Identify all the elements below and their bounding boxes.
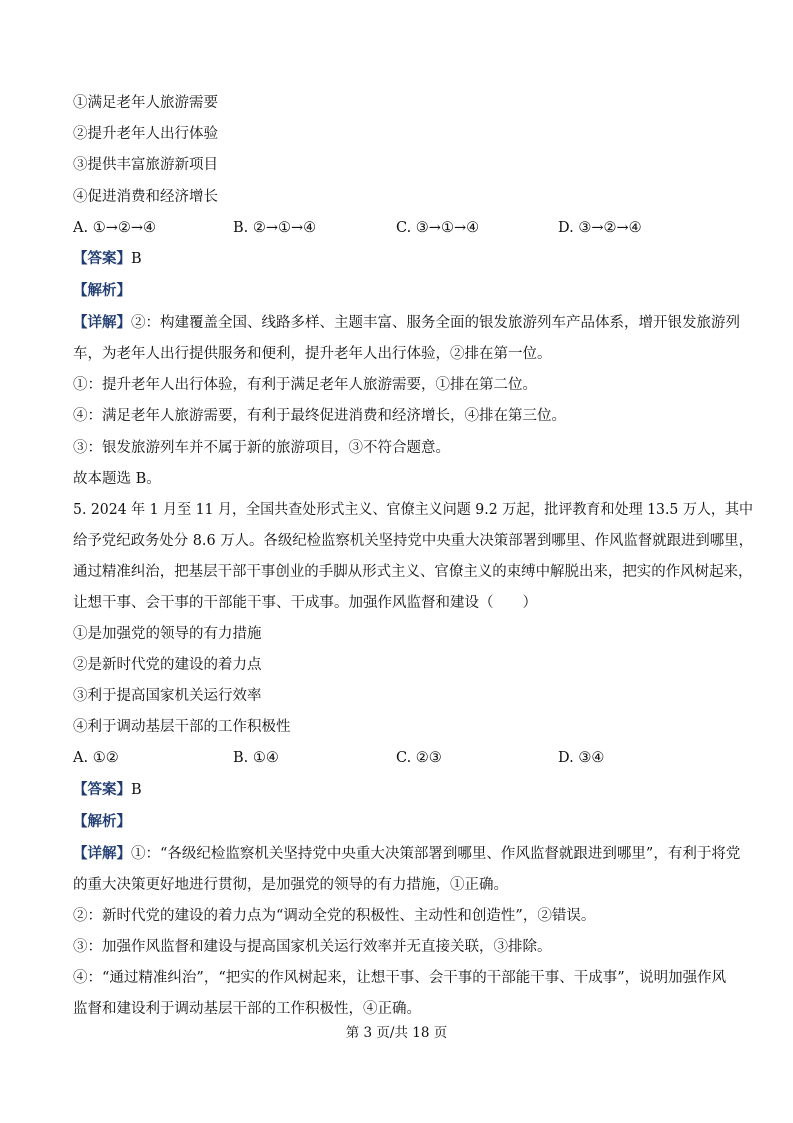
q5-detail-line-5: ④：“通过精准纠治”，“把实的作风树起来，让想干事、会干事的干部能干事、干成事”，说明加强作风: [73, 970, 727, 986]
q5-item-2: ②是新时代党的建设的着力点: [73, 657, 262, 673]
q5-detail-line-6: 监督和建设利于调动基层干部的工作积极性，④正确。: [73, 1001, 421, 1017]
q4-conclusion: 故本题选 B。: [73, 471, 161, 487]
q5-stem-line-4: 让想干事、会干事的干部能干事、干成事。加强作风监督和建设（ ）: [73, 595, 537, 611]
detail-tag: 【详解】: [73, 846, 131, 862]
q4-option-d: D. ③→②→④: [558, 220, 642, 236]
q4-answer: [73, 249, 142, 269]
q5-options: [73, 748, 713, 768]
q5-option-b: B. ①④: [233, 750, 279, 766]
q5-answer: [73, 780, 142, 800]
analysis-tag: 【解析】: [73, 283, 131, 299]
answer-tag: 【答案】: [73, 251, 131, 267]
answer-value: B: [131, 782, 142, 798]
q4-option-b: B. ②→①→④: [233, 220, 317, 236]
q4-detail-line-1: [73, 313, 740, 333]
q4-option-c: C. ③→①→④: [396, 220, 480, 236]
page-number: 第 3 页/共 18 页: [345, 1025, 448, 1041]
q5-detail-line-3: ②：新时代党的建设的着力点为“调动全党的积极性、主动性和创造性”，②错误。: [73, 908, 596, 924]
q5-stem-line-3: 通过精准纠治，把基层干部干事创业的手脚从形式主义、官僚主义的束缚中解脱出来，把实的作风树起来，: [73, 564, 753, 580]
q4-item-4: ④促进消费和经济增长: [73, 189, 218, 205]
q4-analysis: [73, 281, 131, 301]
q5-option-c: C. ②③: [396, 750, 442, 766]
detail-text: ②：构建覆盖全国、线路多样、主题丰富、服务全面的银发旅游列车产品体系，增开银发旅游列: [131, 315, 740, 331]
q4-detail-line-3: ①：提升老年人出行体验，有利于满足老年人旅游需要，①排在第二位。: [73, 377, 537, 393]
q5-analysis: [73, 812, 131, 832]
q5-detail-line-1: [73, 844, 740, 864]
q4-detail-line-4: ④：满足老年人旅游需要，有利于最终促进消费和经济增长，④排在第三位。: [73, 408, 566, 424]
detail-text: ①：“各级纪检监察机关坚持党中央重大决策部署到哪里、作风监督就跟进到哪里”，有利于将党: [131, 846, 741, 862]
q5-item-1: ①是加强党的领导的有力措施: [73, 626, 262, 642]
answer-tag: 【答案】: [73, 782, 131, 798]
answer-value: B: [131, 251, 142, 267]
q4-detail-line-2: 车，为老年人出行提供服务和便利，提升老年人出行体验，②排在第一位。: [73, 346, 552, 362]
q4-option-a: A. ①→②→④: [73, 220, 156, 236]
q5-option-a: A. ①②: [73, 750, 119, 766]
q4-detail-line-5: ③：银发旅游列车并不属于新的旅游项目，③不符合题意。: [73, 440, 450, 456]
q5-stem-line-2: 给予党纪政务处分 8.6 万人。各级纪检监察机关坚持党中央重大决策部署到哪里、作风监督就跟进到哪里，: [73, 533, 753, 549]
q5-item-4: ④利于调动基层干部的工作积极性: [73, 719, 291, 735]
q5-detail-line-4: ③：加强作风监督和建设与提高国家机关运行效率并无直接关联，③排除。: [73, 939, 552, 955]
q5-stem-line-1: 5. 2024 年 1 月至 11 月，全国共查处形式主义、官僚主义问题 9.2 万起，批评教育和处理 13.5 万人，其中: [73, 502, 754, 518]
q5-detail-line-2: 的重大决策更好地进行贯彻，是加强党的领导的有力措施，①正确。: [73, 877, 508, 893]
q4-item-3: ③提供丰富旅游新项目: [73, 157, 218, 173]
detail-tag: 【详解】: [73, 315, 131, 331]
q5-option-d: D. ③④: [558, 750, 605, 766]
q4-options: [73, 218, 713, 238]
q5-item-3: ③利于提高国家机关运行效率: [73, 688, 262, 704]
q4-item-1: ①满足老年人旅游需要: [73, 95, 218, 111]
analysis-tag: 【解析】: [73, 814, 131, 830]
q4-item-2: ②提升老年人出行体验: [73, 126, 218, 142]
